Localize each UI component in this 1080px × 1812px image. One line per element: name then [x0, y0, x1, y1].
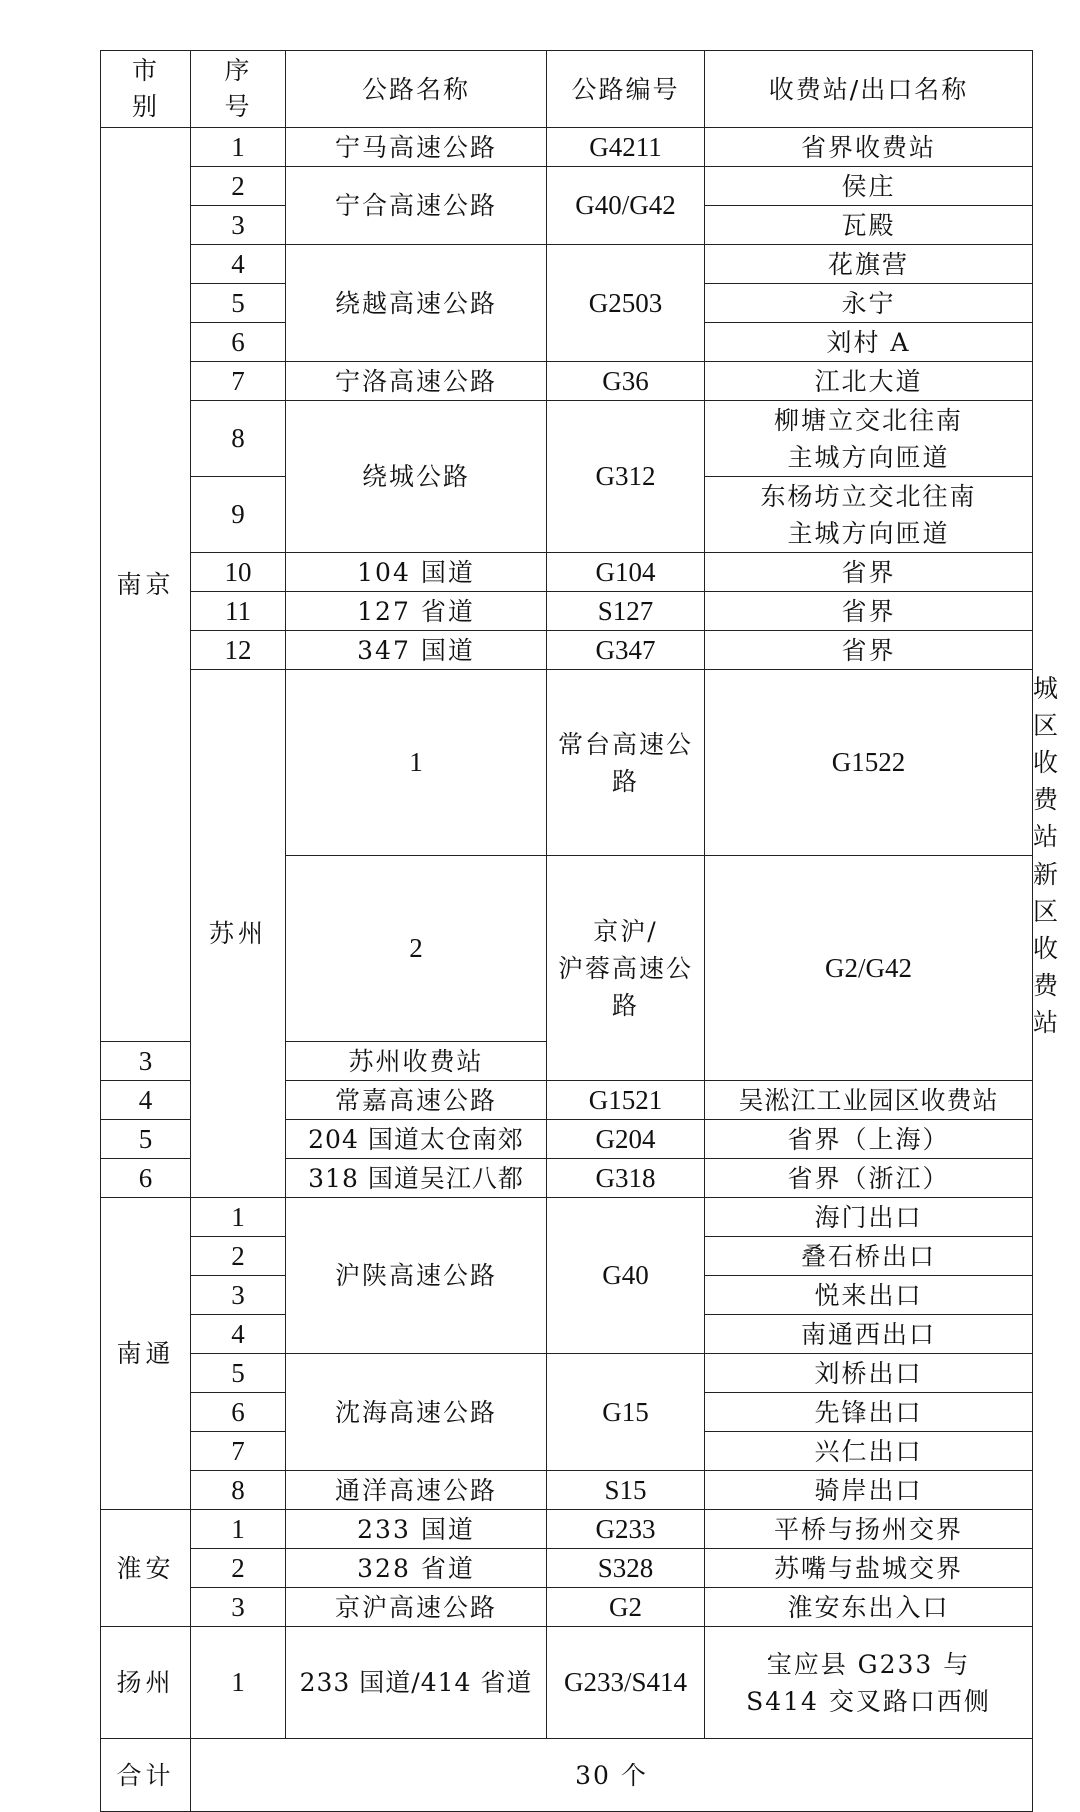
road-name-cell: 沈海高速公路	[286, 1354, 547, 1471]
road-name-cell	[547, 856, 705, 1081]
seq-cell: 3	[191, 206, 286, 245]
station-cell: 刘桥出口	[705, 1354, 1033, 1393]
road-code-cell: G104	[547, 553, 705, 592]
seq-cell: 1	[286, 670, 547, 856]
seq-cell: 4	[191, 1315, 286, 1354]
table-row: 苏州 1 常台高速公路 G1522 城区收费站	[101, 670, 1033, 856]
road-name-cell: 常台高速公路	[547, 670, 705, 856]
seq-cell: 4	[101, 1081, 191, 1120]
road-code-cell: G36	[547, 362, 705, 401]
road-name-cell: 宁合高速公路	[286, 167, 547, 245]
road-code-cell: G2	[547, 1588, 705, 1627]
road-name-cell: 233 国道/414 省道	[286, 1627, 547, 1739]
road-code-cell: G233/S414	[547, 1627, 705, 1739]
station-line: 主城方向匝道	[787, 518, 950, 548]
road-code-cell: G4211	[547, 128, 705, 167]
road-code-cell: G1521	[547, 1081, 705, 1120]
station-cell: 兴仁出口	[705, 1432, 1033, 1471]
road-code-cell: S328	[547, 1549, 705, 1588]
table-row	[101, 1549, 1033, 1588]
seq-cell: 3	[191, 1276, 286, 1315]
seq-cell: 5	[101, 1120, 191, 1159]
seq-cell: 6	[191, 1393, 286, 1432]
seq-cell: 1	[191, 1510, 286, 1549]
station-cell: 吴淞江工业园区收费站	[705, 1081, 1033, 1120]
table-row	[101, 1471, 1033, 1510]
table-row	[101, 167, 1033, 206]
station-line: 宝应县 G233 与	[766, 1649, 971, 1679]
header-road-name: 公路名称	[286, 51, 547, 128]
seq-cell: 3	[191, 1588, 286, 1627]
road-code-cell: S15	[547, 1471, 705, 1510]
road-name-cell: 328 省道	[286, 1549, 547, 1588]
table-header-row	[101, 51, 1033, 128]
road-name-cell: 宁马高速公路	[286, 128, 547, 167]
seq-cell: 4	[191, 245, 286, 284]
station-cell: 侯庄	[705, 167, 1033, 206]
seq-cell: 9	[191, 477, 286, 553]
station-cell	[705, 477, 1033, 553]
road-name-line: 京沪/	[593, 916, 658, 946]
seq-cell: 6	[191, 323, 286, 362]
seq-cell: 2	[191, 1549, 286, 1588]
road-name-cell: 127 省道	[286, 592, 547, 631]
seq-cell: 5	[191, 1354, 286, 1393]
table-row	[101, 553, 1033, 592]
total-label: 合计	[101, 1739, 191, 1812]
station-cell: 刘村 A	[705, 323, 1033, 362]
seq-cell: 8	[191, 401, 286, 477]
seq-cell: 2	[191, 167, 286, 206]
city-cell: 南京	[101, 128, 191, 1042]
header-station: 收费站/出口名称	[705, 51, 1033, 128]
station-cell: 省界	[705, 553, 1033, 592]
road-code-cell: G312	[547, 401, 705, 553]
toll-station-table	[100, 50, 1061, 1812]
seq-cell: 3	[101, 1042, 191, 1081]
station-cell: 省界（上海）	[705, 1120, 1033, 1159]
city-cell: 扬州	[101, 1627, 191, 1739]
station-cell: 苏州收费站	[286, 1042, 547, 1081]
station-line: 主城方向匝道	[787, 442, 950, 472]
station-line: 东杨坊立交北往南	[760, 481, 977, 511]
table-row	[101, 1627, 1033, 1739]
table-row	[101, 401, 1033, 477]
city-cell: 南通	[101, 1198, 191, 1510]
station-cell: 花旗营	[705, 245, 1033, 284]
station-cell: 省界	[705, 631, 1033, 670]
city-cell: 苏州	[191, 670, 286, 1198]
header-road-code: 公路编号	[547, 51, 705, 128]
table-row	[101, 362, 1033, 401]
table-row: 2 京沪/ 沪蓉高速公路 G2/G42 新区收费站	[101, 856, 1033, 1042]
road-name-cell: 347 国道	[286, 631, 547, 670]
total-value: 30 个	[191, 1739, 1033, 1812]
table-row	[101, 1198, 1033, 1237]
seq-cell: 7	[191, 362, 286, 401]
road-name-cell: 204 国道太仓南郊	[286, 1120, 547, 1159]
road-name-cell: 通洋高速公路	[286, 1471, 547, 1510]
seq-cell: 8	[191, 1471, 286, 1510]
road-code-cell: G318	[547, 1159, 705, 1198]
road-code-cell: S127	[547, 592, 705, 631]
table-row	[101, 1510, 1033, 1549]
seq-cell: 2	[191, 1237, 286, 1276]
station-cell: 瓦殿	[705, 206, 1033, 245]
road-code-cell: G1522	[705, 670, 1033, 856]
total-row	[101, 1739, 1033, 1812]
table-row	[101, 631, 1033, 670]
road-name-cell: 沪陕高速公路	[286, 1198, 547, 1354]
seq-cell: 5	[191, 284, 286, 323]
seq-cell: 2	[286, 856, 547, 1042]
station-cell: 省界（浙江）	[705, 1159, 1033, 1198]
table-row	[101, 1354, 1033, 1393]
station-cell	[705, 401, 1033, 477]
station-line: 柳塘立交北往南	[773, 405, 963, 435]
table-row	[101, 245, 1033, 284]
seq-cell: 1	[191, 128, 286, 167]
table-row	[101, 128, 1033, 167]
header-city: 市别	[101, 51, 191, 128]
station-cell: 南通西出口	[705, 1315, 1033, 1354]
header-seq: 序号	[191, 51, 286, 128]
road-code-cell: G233	[547, 1510, 705, 1549]
table-row	[101, 1588, 1033, 1627]
station-cell: 省界收费站	[705, 128, 1033, 167]
road-name-cell: 233 国道	[286, 1510, 547, 1549]
road-code-cell: G15	[547, 1354, 705, 1471]
station-cell: 江北大道	[705, 362, 1033, 401]
seq-cell: 7	[191, 1432, 286, 1471]
road-code-cell: G2503	[547, 245, 705, 362]
station-cell: 悦来出口	[705, 1276, 1033, 1315]
road-name-cell: 宁洛高速公路	[286, 362, 547, 401]
road-name-line: 沪蓉高速公路	[557, 953, 693, 1020]
station-cell	[705, 1627, 1033, 1739]
seq-cell: 1	[191, 1627, 286, 1739]
station-cell: 苏嘴与盐城交界	[705, 1549, 1033, 1588]
road-code-cell: G40/G42	[547, 167, 705, 245]
seq-cell: 11	[191, 592, 286, 631]
city-cell: 淮安	[101, 1510, 191, 1627]
seq-cell: 10	[191, 553, 286, 592]
seq-cell: 6	[101, 1159, 191, 1198]
road-name-cell: 绕越高速公路	[286, 245, 547, 362]
station-cell: 骑岸出口	[705, 1471, 1033, 1510]
road-name-cell: 常嘉高速公路	[286, 1081, 547, 1120]
road-code-cell: G2/G42	[705, 856, 1033, 1081]
road-code-cell: G204	[547, 1120, 705, 1159]
table-row	[101, 592, 1033, 631]
station-cell: 先锋出口	[705, 1393, 1033, 1432]
road-name-cell: 318 国道吴江八都	[286, 1159, 547, 1198]
station-cell: 平桥与扬州交界	[705, 1510, 1033, 1549]
road-code-cell: G347	[547, 631, 705, 670]
station-cell: 海门出口	[705, 1198, 1033, 1237]
seq-cell: 1	[191, 1198, 286, 1237]
station-cell: 省界	[705, 592, 1033, 631]
seq-cell: 12	[191, 631, 286, 670]
station-cell: 永宁	[705, 284, 1033, 323]
road-code-cell: G40	[547, 1198, 705, 1354]
station-line: S414 交叉路口西侧	[746, 1686, 991, 1716]
road-name-cell: 104 国道	[286, 553, 547, 592]
station-cell: 叠石桥出口	[705, 1237, 1033, 1276]
road-name-cell: 绕城公路	[286, 401, 547, 553]
road-name-cell: 京沪高速公路	[286, 1588, 547, 1627]
station-cell: 淮安东出入口	[705, 1588, 1033, 1627]
